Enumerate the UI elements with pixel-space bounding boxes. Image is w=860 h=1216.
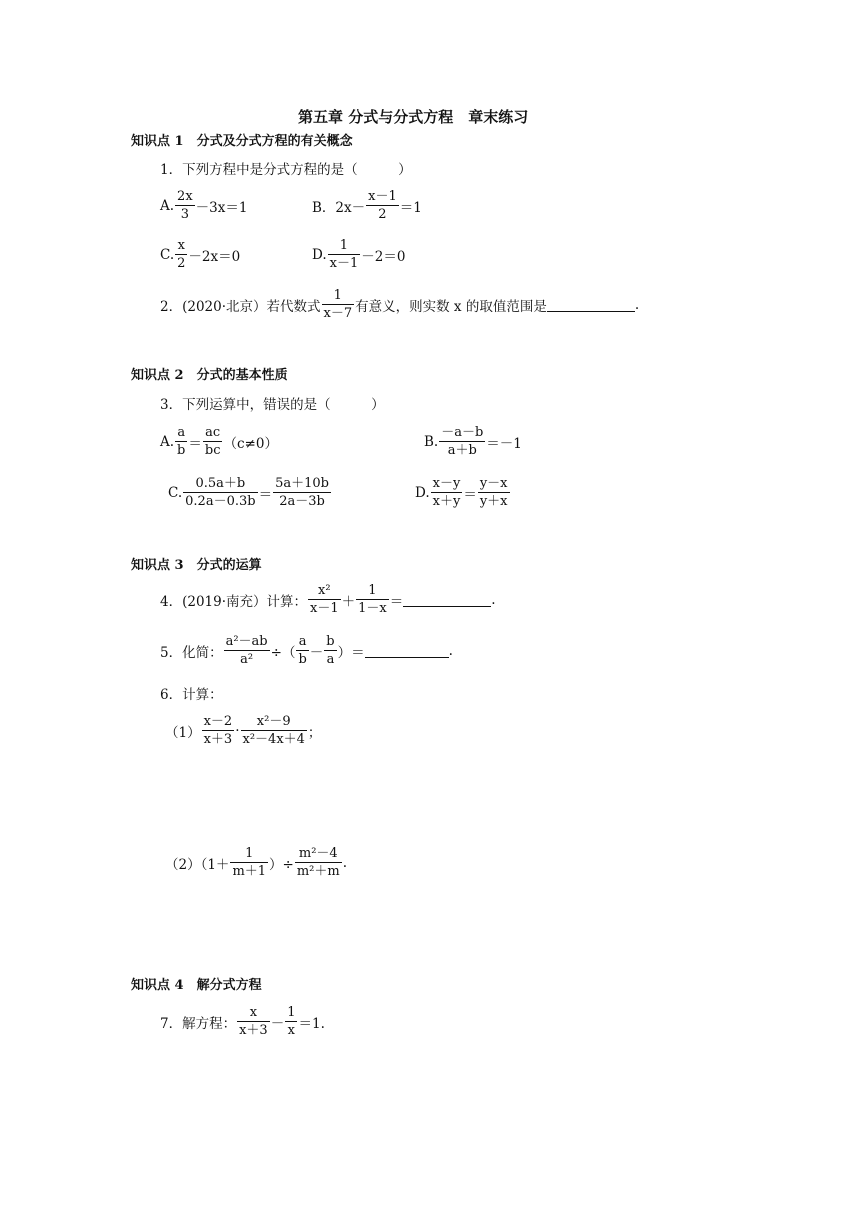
q6-part-1: （1） $\frac{x-2}{x+3}$ · $\frac{\text{x²－9}}{\text{x²－4x＋4}}$ ； [165,714,322,747]
q3-option-b: B. $\frac{-a-b}{a+b}$ ＝－1 [424,425,522,458]
answer-blank[interactable] [547,297,635,312]
question-1-stem: 1．下列方程中是分式方程的是（ ） [160,162,412,178]
page-title: 第五章 分式与分式方程 章末练习 [298,108,529,126]
question-7: 7．解方程： $\frac{x}{x+3}$ － $\frac{1}{x}$ ＝1. [160,1005,325,1038]
q1-option-c: C. $\frac{x}{2}$ －2x＝0 [160,238,241,271]
section-heading-1: 知识点 1 分式及分式方程的有关概念 [131,134,353,149]
q6-part-2: （2）（1＋ $\frac{1}{m+1}$ ）÷ $\frac{\text{m²－4}}{\text{m²＋m}}$ . [165,846,348,879]
question-5: 5．化简： $\frac{\text{a²－ab}}{\text{a²}}$ ÷（ $\frac{a}{b}$ － $\frac{b}{a}$ ）＝ . [160,634,453,667]
q3-option-c: C. $\frac{0.5a+b}{0.2a-0.3b}$ ＝ $\frac{5a+10b}{2a-3b}$ [168,476,329,509]
q1-option-d: D. $\frac{1}{x-1}$ －2＝0 [312,238,406,271]
q3-option-a: A. $\frac{a}{b}$ ＝ $\frac{ac}{bc}$ （c≠0） [160,425,278,458]
section-heading-2: 知识点 2 分式的基本性质 [131,368,288,383]
question-6-stem: 6．计算： [160,687,223,703]
q1-option-b: B．2x－ $\frac{x-1}{2}$ ＝1 [312,189,422,222]
section-heading-4: 知识点 4 解分式方程 [131,978,262,993]
q1-option-a: A. $\frac{2x}{3}$ －3x＝1 [160,189,248,222]
answer-blank[interactable] [403,592,491,607]
section-heading-3: 知识点 3 分式的运算 [131,558,262,573]
answer-blank[interactable] [365,643,449,658]
question-2: 2．(2020·北京）若代数式 $\frac{1}{x-7}$ 有意义，则实数 x 的取值范围是 . [160,288,640,321]
question-4: 4．(2019·南充）计算： $\frac{\text{x²}}{x-1}$ ＋ $\frac{1}{1-x}$ ＝ . [160,583,496,616]
question-3-stem: 3．下列运算中，错误的是（ ） [160,397,385,413]
q3-option-d: D. $\frac{x-y}{x+y}$ ＝ $\frac{y-x}{y+x}$ [415,476,508,509]
